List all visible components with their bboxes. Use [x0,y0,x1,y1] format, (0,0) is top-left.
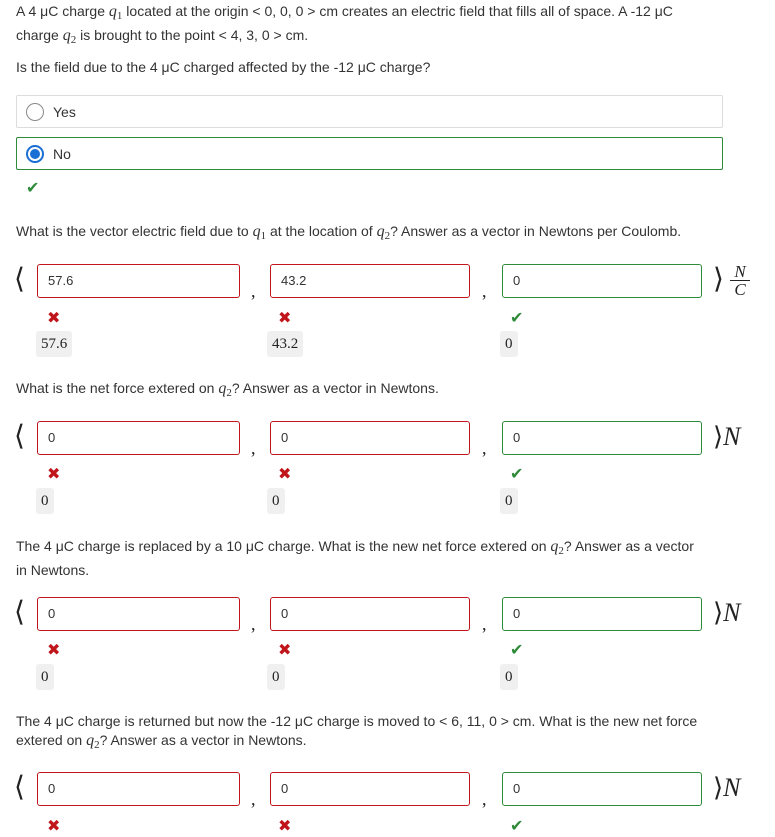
correct-answer-z: 0 [500,331,518,357]
left-angle-bracket: ⟨ [14,421,25,452]
moved-force-z-input[interactable]: 0 [502,772,702,806]
comma: , [482,281,487,301]
correct-check-icon: ✔ [510,310,524,327]
unit-newtons: ⟩N [713,773,741,802]
correct-answer-y: 43.2 [267,331,303,357]
incorrect-x-icon: ✖ [47,466,61,483]
comma: , [482,789,487,809]
moved-force-y-input[interactable]: 0 [270,772,470,806]
question-5-text: The 4 μC charge is returned but now the -12 μC charge is moved to < 6, 11, 0 > cm. What is the new net force extered on $q_2$? Answer as a vector in Newtons. [16,713,698,751]
incorrect-x-icon: ✖ [47,818,61,835]
incorrect-x-icon: ✖ [278,818,292,835]
force-y-input[interactable]: 0 [270,421,470,455]
radio-circle-icon[interactable] [26,103,44,121]
correct-answer-y: 0 [267,664,285,690]
correct-answer-x: 57.6 [36,331,72,357]
unit-n-per-c: $\frac{N}{C}$ [730,264,750,299]
correct-check-icon: ✔ [26,180,40,197]
incorrect-x-icon: ✖ [278,642,292,659]
question-1-text: Is the field due to the 4 μC charged affected by the -12 μC charge? [16,59,431,75]
correct-check-icon: ✔ [510,466,524,483]
incorrect-x-icon: ✖ [278,466,292,483]
left-angle-bracket: ⟨ [14,597,25,628]
left-angle-bracket: ⟨ [14,772,25,803]
radio-label: No [53,146,71,162]
correct-answer-x: 0 [36,488,54,514]
comma: , [251,281,256,301]
question-2-text: What is the vector electric field due to $q_1$ at the location of $q_2$? Answer as a vector in Newtons per Coulomb. [16,223,682,242]
comma: , [251,438,256,458]
unit-newtons: ⟩N [713,598,741,627]
unit-newtons: ⟩N [713,422,741,451]
efield-y-input[interactable]: 43.2 [270,264,470,298]
force-z-input[interactable]: 0 [502,421,702,455]
left-angle-bracket: ⟨ [14,264,25,295]
radio-option-yes[interactable] [16,95,723,128]
new-force-x-input[interactable]: 0 [37,597,240,631]
intro-text: A 4 μC charge $q_1$ located at the origin < 0, 0, 0 > cm creates an electric field that fills all of space. A -12 μC charge $q_2$ is brought to the point < 4, 3, 0 > cm. [16,3,673,46]
comma: , [482,438,487,458]
correct-answer-y: 0 [267,488,285,514]
efield-z-input[interactable]: 0 [502,264,702,298]
question-4-text: The 4 μC charge is replaced by a 10 μC charge. What is the new net force extered on $q_2$? Answer as a vector in Newtons. [16,538,694,578]
incorrect-x-icon: ✖ [47,310,61,327]
radio-label: Yes [53,104,76,120]
incorrect-x-icon: ✖ [278,310,292,327]
radio-circle-selected-icon[interactable] [26,145,44,163]
force-x-input[interactable]: 0 [37,421,240,455]
comma: , [251,789,256,809]
correct-check-icon: ✔ [510,642,524,659]
incorrect-x-icon: ✖ [47,642,61,659]
correct-answer-x: 0 [36,664,54,690]
correct-answer-z: 0 [500,488,518,514]
correct-check-icon: ✔ [510,818,524,835]
efield-x-input[interactable]: 57.6 [37,264,240,298]
radio-option-no[interactable] [16,137,723,170]
comma: , [482,614,487,634]
right-angle-bracket: ⟩ [713,264,724,295]
comma: , [251,614,256,634]
new-force-y-input[interactable]: 0 [270,597,470,631]
moved-force-x-input[interactable]: 0 [37,772,240,806]
new-force-z-input[interactable]: 0 [502,597,702,631]
correct-answer-z: 0 [500,664,518,690]
question-3-text: What is the net force extered on $q_2$? Answer as a vector in Newtons. [16,380,439,399]
